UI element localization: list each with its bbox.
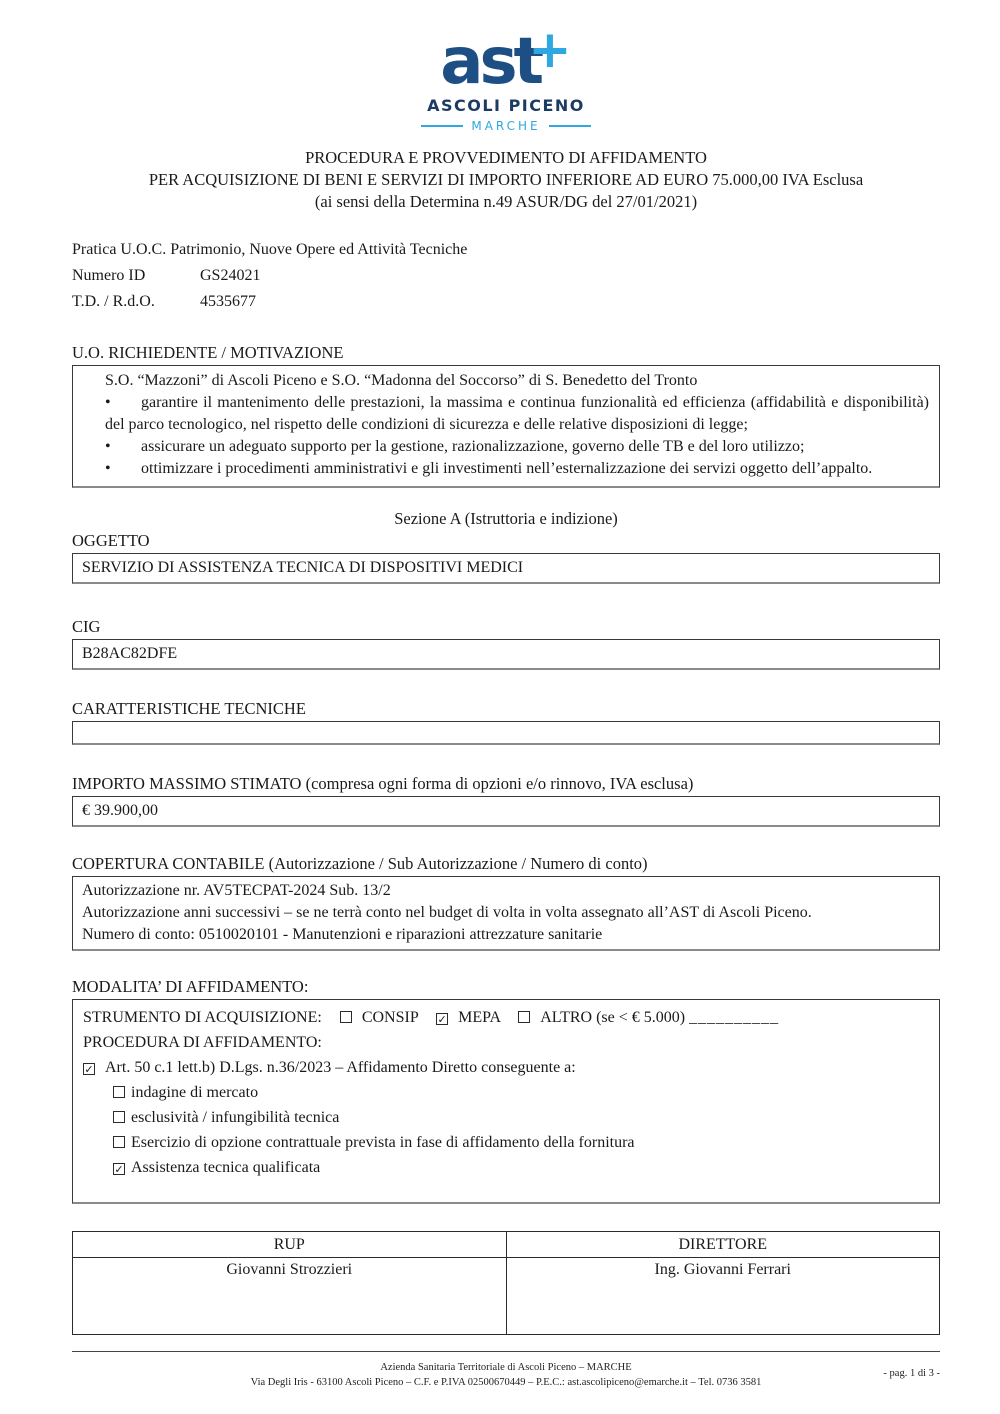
bullet-icon: • xyxy=(105,460,111,477)
rup-header: RUP xyxy=(73,1232,507,1258)
section-modalita xyxy=(72,977,940,1204)
logo-city-label: ASCOLI PICENO xyxy=(427,96,585,115)
art50-label: Art. 50 c.1 lett.b) D.Lgs. n.36/2023 – Affidamento Diretto conseguente a: xyxy=(105,1059,576,1076)
section-copertura xyxy=(72,854,940,951)
checkbox-altro xyxy=(518,1011,530,1023)
numero-id-row xyxy=(72,263,940,289)
consip-label: CONSIP xyxy=(361,1009,419,1026)
altro-blank-line: __________ xyxy=(689,1009,780,1026)
richiedente-intro: S.O. “Mazzoni” di Ascoli Piceno e S.O. “Madonna del Soccorso” di S. Benedetto del Tronto xyxy=(105,372,698,389)
oggetto-heading: OGGETTO xyxy=(72,531,150,550)
checkbox-indagine xyxy=(113,1086,125,1098)
section-oggetto xyxy=(72,531,940,584)
cig-heading: CIG xyxy=(72,617,101,636)
bullet-icon: • xyxy=(105,394,111,411)
strumento-row xyxy=(83,1005,929,1030)
footer-line-2: Via Degli Iris - 63100 Ascoli Piceno – C.F. e P.IVA 02500670449 – P.E.C.: ast.ascolipiceno@emarche.it – Tel. 0736 3581 xyxy=(250,1377,762,1388)
signature-table xyxy=(72,1231,940,1335)
importo-value-box: € 39.900,00 xyxy=(72,796,940,827)
copertura-line-3: Numero di conto: 0510020101 - Manutenzioni e riparazioni attrezzature sanitarie xyxy=(82,926,603,943)
modalita-box xyxy=(72,999,940,1204)
richiedente-box xyxy=(72,365,940,488)
ast-logo-text: ast xyxy=(440,25,541,99)
richiedente-bullet-2-text: assicurare un adeguato supporto per la gestione, razionalizzazione, governo delle TB e del loro utilizzo; xyxy=(141,438,805,455)
ast-logo-mark xyxy=(440,20,572,99)
section-caratteristiche xyxy=(72,699,940,745)
tdrdo-label: T.D. / R.d.O. xyxy=(72,293,155,310)
tdrdo-value: 4535677 xyxy=(200,293,256,310)
section-richiedente xyxy=(72,343,940,488)
signature-header-row xyxy=(73,1232,940,1258)
richiedente-bullet-1 xyxy=(83,392,929,436)
mepa-label: MEPA xyxy=(458,1009,501,1026)
option-assistenza-label: Assistenza tecnica qualificata xyxy=(131,1159,321,1176)
logo-region-text: MARCHE xyxy=(471,119,541,133)
richiedente-bullet-3 xyxy=(83,458,929,480)
copertura-heading: COPERTURA CONTABILE (Autorizzazione / Sub Autorizzazione / Numero di conto) xyxy=(72,854,648,873)
copertura-line-2: Autorizzazione anni successivi – se ne terrà conto nel budget di volta in volta assegnato all’AST di Ascoli Piceno. xyxy=(82,904,812,921)
pratica-line: Pratica U.O.C. Patrimonio, Nuove Opere ed Attività Tecniche xyxy=(72,241,468,258)
caratteristiche-heading: CARATTERISTICHE TECNICHE xyxy=(72,699,306,718)
checkbox-mepa: ✓ xyxy=(437,1013,447,1026)
checkbox-assistenza: ✓ xyxy=(114,1163,124,1176)
numero-id-value: GS24021 xyxy=(200,267,261,284)
page-number: - pag. 1 di 3 - xyxy=(883,1368,940,1379)
logo-rule-right xyxy=(549,125,591,127)
oggetto-value-box: SERVIZIO DI ASSISTENZA TECNICA DI DISPOSITIVI MEDICI xyxy=(72,553,940,584)
logo-rule-left xyxy=(421,125,463,127)
signature-names-row xyxy=(73,1258,940,1335)
bullet-icon: • xyxy=(105,438,111,455)
tdrdo-row xyxy=(72,289,940,315)
document-title xyxy=(72,147,940,213)
richiedente-bullet-3-text: ottimizzare i procedimenti amministrativi e gli investimenti nell’esternalizzazione dei servizi oggetto dell’appalto. xyxy=(141,460,873,477)
title-line-1: PROCEDURA E PROVVEDIMENTO DI AFFIDAMENTO xyxy=(305,148,707,167)
option-assistenza xyxy=(83,1155,929,1180)
rup-name: Giovanni Strozzieri xyxy=(73,1258,507,1335)
richiedente-bullet-1-text: garantire il mantenimento delle prestazioni, la massima e continua funzionalità ed efficienza (affidabilità e disponibilità) del parco tecnologico, nel rispetto delle condizioni di sicurezza e delle relative disposizioni di legge; xyxy=(105,394,929,433)
option-esclusivita-label: esclusività / infungibilità tecnica xyxy=(131,1109,340,1126)
option-esclusivita xyxy=(83,1105,929,1130)
section-importo xyxy=(72,774,940,827)
copertura-box xyxy=(72,876,940,951)
direttore-name: Ing. Giovanni Ferrari xyxy=(506,1258,940,1335)
option-esercizio-label: Esercizio di opzione contrattuale prevista in fase di affidamento della fornitura xyxy=(131,1134,635,1151)
plus-icon: + xyxy=(528,20,572,80)
option-esercizio xyxy=(83,1130,929,1155)
caratteristiche-value-box xyxy=(72,721,940,745)
logo-region-label xyxy=(72,119,940,133)
importo-heading: IMPORTO MASSIMO STIMATO (compresa ogni forma di opzioni e/o rinnovo, IVA esclusa) xyxy=(72,774,694,793)
checkbox-esercizio xyxy=(113,1136,125,1148)
ast-logo xyxy=(72,20,940,133)
strumento-label: STRUMENTO DI ACQUISIZIONE: xyxy=(83,1009,322,1026)
case-info xyxy=(72,237,940,315)
direttore-header: DIRETTORE xyxy=(506,1232,940,1258)
section-cig xyxy=(72,617,940,670)
cig-value-box: B28AC82DFE xyxy=(72,639,940,670)
modalita-heading: MODALITA’ DI AFFIDAMENTO: xyxy=(72,977,309,996)
option-indagine xyxy=(83,1080,929,1105)
title-line-3: (ai sensi della Determina n.49 ASUR/DG del 27/01/2021) xyxy=(314,192,698,211)
checkbox-esclusivita xyxy=(113,1111,125,1123)
richiedente-bullet-2 xyxy=(83,436,929,458)
altro-label: ALTRO (se < € 5.000) xyxy=(540,1009,686,1026)
richiedente-heading: U.O. RICHIEDENTE / MOTIVAZIONE xyxy=(72,343,344,362)
page-footer xyxy=(72,1351,940,1390)
numero-id-label: Numero ID xyxy=(72,267,146,284)
title-line-2: PER ACQUISIZIONE DI BENI E SERVIZI DI IMPORTO INFERIORE AD EURO 75.000,00 IVA Esclusa xyxy=(148,170,864,189)
copertura-line-1: Autorizzazione nr. AV5TECPAT-2024 Sub. 13/2 xyxy=(82,882,391,899)
footer-line-1: Azienda Sanitaria Territoriale di Ascoli Piceno – MARCHE xyxy=(380,1362,632,1373)
procedura-label: PROCEDURA DI AFFIDAMENTO: xyxy=(83,1034,322,1051)
checkbox-art50: ✓ xyxy=(84,1063,94,1076)
option-indagine-label: indagine di mercato xyxy=(131,1084,259,1101)
checkbox-consip xyxy=(340,1011,352,1023)
sezione-a-heading: Sezione A (Istruttoria e indizione) xyxy=(394,509,618,528)
art50-row xyxy=(83,1055,929,1080)
